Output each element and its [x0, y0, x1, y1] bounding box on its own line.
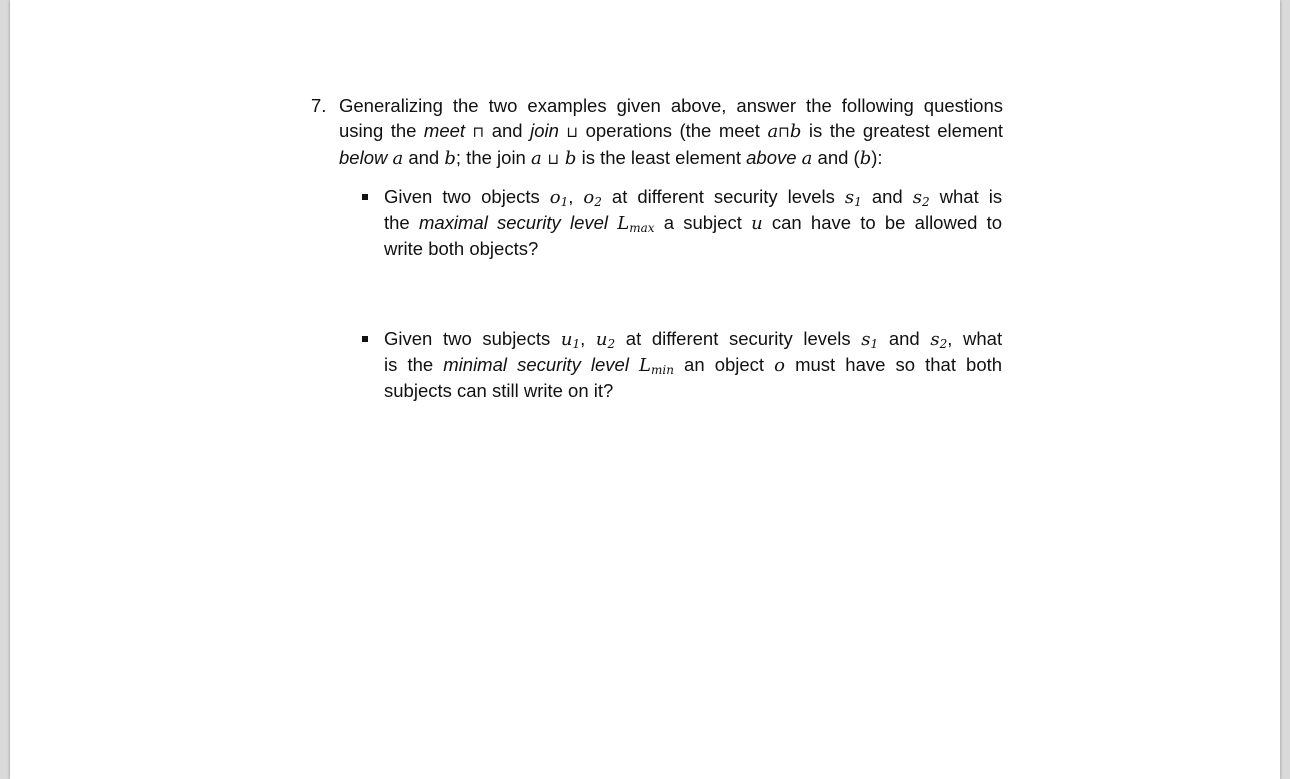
- text-run: and: [491, 120, 523, 141]
- math-symbol: [930, 329, 947, 350]
- math-subscript: 2: [594, 195, 602, 209]
- bullet-2-line-3: subjects can still write on it?: [384, 380, 614, 401]
- math-subscript: 1: [572, 337, 581, 351]
- bullet-2-line-1: Given two subjects $u_1$, $u_2$ at different security levels $s_1$ and $s_2$, what: [384, 328, 1003, 351]
- text-run: must have so that both: [795, 354, 1003, 375]
- math-symbol: b: [859, 148, 872, 169]
- math-symbol: [861, 329, 878, 350]
- bullet-1-line-2: [384, 210, 1002, 236]
- text-run: can have to be allowed to: [771, 212, 1003, 233]
- text-run: a: [530, 148, 542, 169]
- bullet-1-line-1: Given two objects $o_1$, $o_2$ at different security levels $s_1$ and $s_2$ what is: [384, 186, 1003, 209]
- text-run: and: [817, 147, 849, 168]
- math-symbol: o: [774, 355, 786, 376]
- text-run: at different security levels: [611, 186, 835, 207]
- document-page: [10, 0, 1280, 779]
- text-run: Given two subjects: [384, 328, 551, 349]
- text-run: the: [384, 212, 410, 233]
- text-run: , what: [947, 328, 1003, 349]
- math-symbol: b: [444, 148, 456, 169]
- math-subscript: 1: [854, 195, 862, 209]
- math-symbol: [550, 187, 568, 208]
- math-symbol: u: [751, 213, 763, 234]
- text-run: s: [912, 187, 922, 208]
- text-run: Given two objects: [384, 186, 540, 207]
- text-run: and: [408, 147, 440, 168]
- text-run: u: [560, 329, 573, 350]
- bullet-text: [384, 326, 1002, 403]
- math-symbol: [596, 329, 615, 350]
- text-run: below: [339, 147, 388, 168]
- join-symbol: ⊔: [566, 123, 579, 141]
- text-run: ⊓: [778, 123, 790, 141]
- question-line-2: [339, 118, 1003, 145]
- text-run: u: [595, 329, 608, 350]
- text-run: o: [549, 187, 561, 208]
- page-content: [10, 0, 1280, 779]
- text-run: minimal security level: [443, 354, 629, 375]
- bullet-marker-icon: [362, 336, 368, 342]
- question-line-1: [339, 93, 1003, 118]
- text-run: a subject: [663, 212, 742, 233]
- math-subscript: min: [651, 363, 674, 377]
- math-symbol: a: [801, 148, 813, 169]
- text-run: and: [871, 186, 903, 207]
- math-subscript: 2: [939, 337, 948, 351]
- text-run: operations (the meet: [585, 120, 760, 141]
- text-run: above: [746, 147, 797, 168]
- math-subscript: 1: [560, 195, 569, 209]
- math-subscript: 1: [870, 337, 879, 351]
- text-run: ):: [871, 147, 883, 168]
- join-expression: [531, 148, 576, 169]
- meet-symbol: ⊓: [472, 123, 485, 141]
- math-symbol: [639, 355, 674, 376]
- text-run: b: [564, 148, 577, 169]
- bullet-marker-icon: [362, 194, 368, 200]
- math-subscript: 2: [921, 195, 930, 209]
- text-run: an object: [684, 354, 765, 375]
- text-run: is the: [384, 354, 434, 375]
- text-run: o: [583, 187, 595, 208]
- math-symbol: a: [392, 148, 404, 169]
- text-run: is the greatest element: [808, 120, 1004, 141]
- bullet-item-objects: [362, 184, 1002, 261]
- meet-expression: [767, 121, 801, 142]
- math-symbol: [617, 213, 654, 234]
- text-run: at different security levels: [625, 328, 851, 349]
- text-run: s: [930, 329, 940, 350]
- question-7: [311, 93, 1003, 172]
- text-run: ⊔: [547, 150, 560, 168]
- math-subscript: 2: [607, 337, 616, 351]
- text-run: a: [767, 121, 779, 142]
- text-run: s: [844, 187, 855, 208]
- math-symbol: [845, 187, 862, 208]
- text-run: s: [861, 329, 871, 350]
- text-run: what is: [939, 186, 1003, 207]
- question-line-3: below a and b; the join a ⊔ b is the least element above a and (b):: [339, 147, 883, 169]
- text-run: using the: [339, 120, 417, 141]
- question-number: 7.: [311, 95, 327, 116]
- bullet-1-line-3: write both objects?: [384, 238, 539, 259]
- text-run: ; the join: [455, 147, 526, 168]
- bullet-text: [384, 184, 1002, 261]
- text-run: meet: [423, 120, 466, 141]
- math-symbol: [913, 187, 930, 208]
- math-subscript: max: [629, 221, 655, 235]
- bullet-item-subjects: [362, 326, 1002, 403]
- math-symbol: [561, 329, 580, 350]
- text-run: is the least element: [581, 147, 741, 168]
- text-run: join: [530, 120, 559, 141]
- text-run: L: [617, 213, 630, 234]
- math-symbol: [583, 187, 601, 208]
- bullet-2-line-2: [384, 352, 1002, 378]
- text-run: and: [888, 328, 920, 349]
- text-run: L: [639, 355, 651, 376]
- text-run: Generalizing the two examples given above, answer the following questions: [339, 95, 1003, 116]
- text-run: b: [789, 121, 802, 142]
- question-text: [339, 93, 1003, 172]
- text-run: maximal security level: [418, 212, 609, 233]
